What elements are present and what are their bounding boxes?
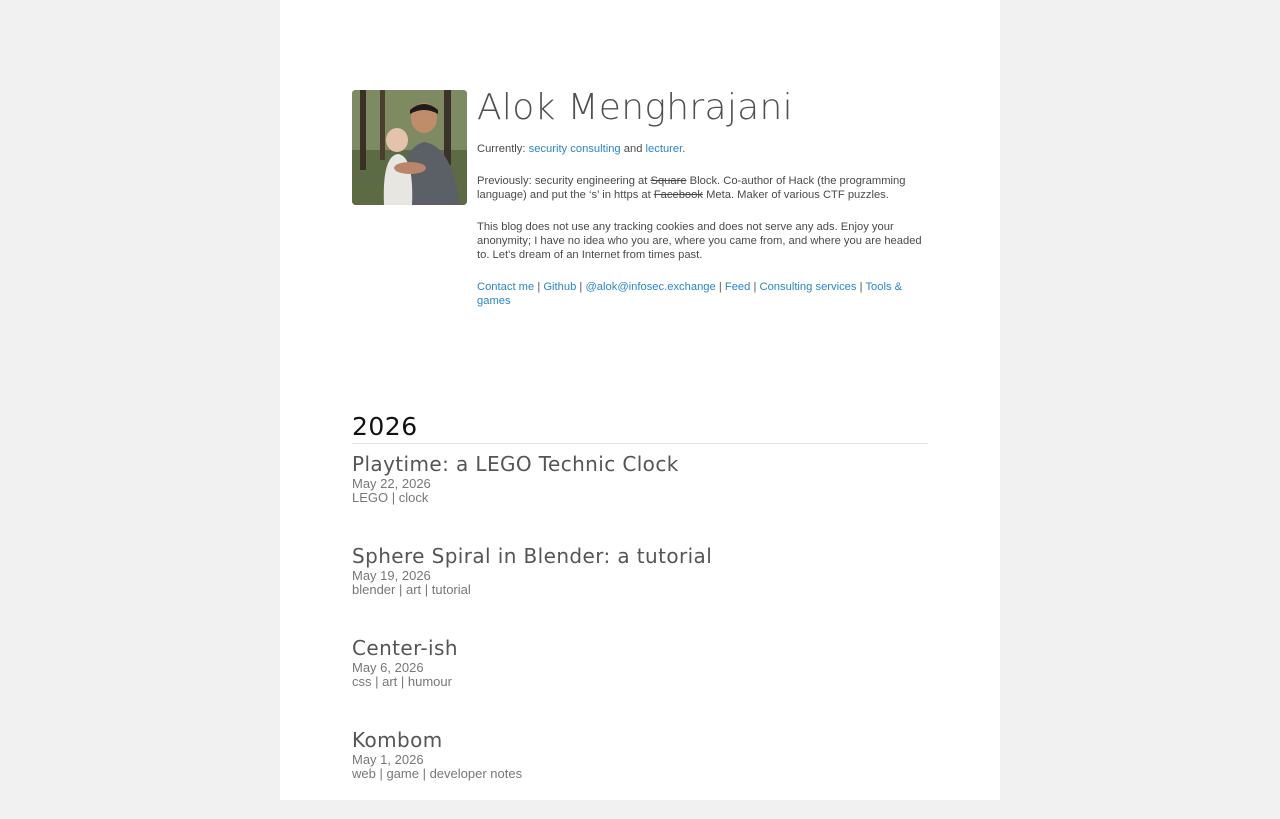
post-tags: css | art | humour bbox=[352, 674, 452, 689]
post-title-link[interactable]: Center-ish bbox=[352, 636, 458, 660]
avatar bbox=[352, 90, 467, 205]
list-item bbox=[352, 451, 928, 543]
tools-link[interactable]: Tools & games bbox=[477, 281, 903, 307]
consulting-link[interactable]: Consulting services bbox=[759, 281, 857, 293]
post-title-link[interactable]: Kombom bbox=[352, 728, 443, 752]
list-item bbox=[352, 727, 928, 819]
post-tags: web | game | developer notes bbox=[352, 766, 523, 781]
previously-line: Previously: security engineering at Square Block. Co-author of Hack (the programming language) and put the ‘s’ in https at Facebook Meta. Maker of various CTF puzzles. bbox=[477, 175, 906, 201]
privacy-note: This blog does not use any tracking cookies and does not serve any ads. Enjoy your anonymity; I have no idea who you are, where you came from, and where you are headed to. Let's dream of an Internet from times past. bbox=[477, 221, 922, 261]
post-title-link[interactable]: Playtime: a LEGO Technic Clock bbox=[352, 452, 679, 476]
mastodon-link[interactable]: @alok@infosec.exchange bbox=[585, 281, 716, 293]
feed-link[interactable]: Feed bbox=[724, 281, 751, 293]
currently-line: Currently: security consulting and lecturer. bbox=[477, 143, 686, 155]
post-date: May 22, 2026 bbox=[352, 476, 431, 491]
post-title-link[interactable]: Sphere Spiral in Blender: a tutorial bbox=[352, 544, 713, 568]
bio bbox=[477, 87, 929, 326]
post-list bbox=[352, 412, 928, 819]
year-heading: 2026 bbox=[352, 412, 928, 444]
post-date: May 1, 2026 bbox=[352, 752, 424, 767]
post-tags: LEGO | clock bbox=[352, 490, 429, 505]
social-links: Contact me | Github | @alok@infosec.exchange | Feed | Consulting services | Tools & games bbox=[477, 281, 903, 307]
post-date: May 6, 2026 bbox=[352, 660, 424, 675]
security-consulting-link[interactable]: security consulting bbox=[528, 143, 621, 155]
lecturer-link[interactable]: lecturer bbox=[645, 143, 683, 155]
contact-link[interactable]: Contact me bbox=[477, 281, 535, 293]
page bbox=[280, 0, 1000, 800]
page-title: Alok Menghrajani bbox=[477, 87, 793, 128]
list-item bbox=[352, 635, 928, 727]
list-item bbox=[352, 543, 928, 635]
post-date: May 19, 2026 bbox=[352, 568, 431, 583]
post-tags: blender | art | tutorial bbox=[352, 582, 471, 597]
github-link[interactable]: Github bbox=[543, 281, 577, 293]
